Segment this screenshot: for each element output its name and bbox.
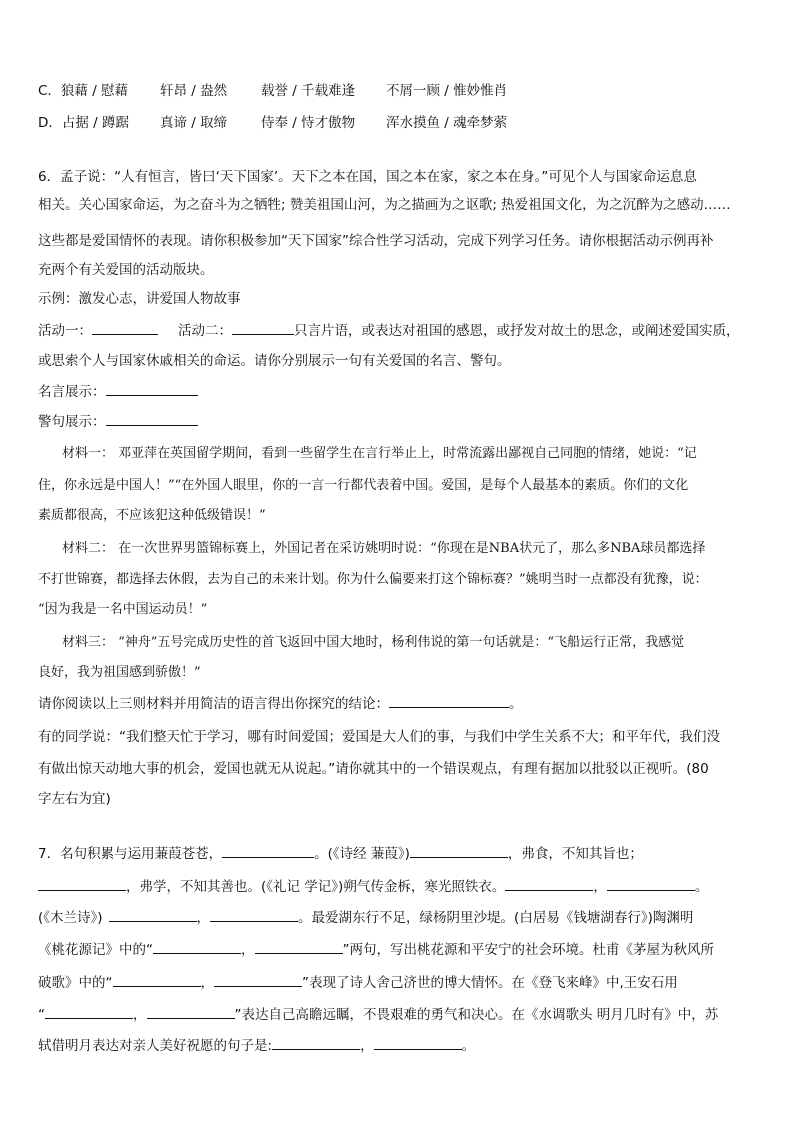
material-2-line-1: 材料二： 在一次世界男篮锦标赛上，外国记者在采访姚明时说：“你现在是NBA状元了，那么多NBA球员都选择 — [62, 541, 706, 556]
option-c-3: 载誉 / 千载难逢 — [261, 83, 356, 99]
q7-f2: ， — [133, 1007, 147, 1023]
q7-line-4 — [38, 939, 714, 960]
q7-c2: ， — [196, 910, 211, 926]
conclusion-row — [38, 693, 523, 714]
q7-d1: 《桃花源记》中的“ — [38, 942, 153, 958]
q7-d2: ， — [241, 942, 255, 958]
q7-line-5 — [38, 972, 678, 993]
material-2-line-3: “因为我是一名中国运动员！” — [38, 602, 208, 617]
q6-line-4: 充两个有关爱国的活动版块。 — [38, 262, 214, 278]
q7-blank-10[interactable] — [113, 972, 201, 987]
jingju-blank[interactable] — [106, 411, 198, 426]
q6-line-1: 6．孟子说：“人有恒言，皆曰‘天下国家’。天下之本在国，国之本在家，家之本在身。”可见个人与国家命运息息 — [38, 169, 697, 185]
q7-blank-12[interactable] — [45, 1004, 133, 1019]
q6-line-2: 相关。关心国家命运，为之奋斗为之牺牲; 赞美祖国山河，为之描画为之讴歌; 热爱祖国文化，为之沉醉为之感动…… — [38, 197, 731, 213]
q7-blank-8[interactable] — [153, 939, 241, 954]
jingju-label: 警句展示： — [38, 414, 106, 430]
material-3-line-1: 材料三： “神舟”五号完成历史性的首飞返回中国大地时，杨利伟说的第一句话就是：“飞船运行正常，我感觉 — [62, 635, 685, 650]
q7-c1: (《木兰诗》) — [38, 910, 103, 926]
q7-blank-14[interactable] — [272, 1035, 360, 1050]
q7-blank-15[interactable] — [374, 1035, 462, 1050]
q6-s-line-1: 有的同学说：“我们整天忙于学习，哪有时间爱国；爱国是大人们的事，与我们中学生关系不大；和平年代，我们没 — [38, 729, 720, 745]
q7-f3: ”表达自己高瞻远瞩，不畏艰难的勇气和决心。在《水调歌头 明月几时有》中，苏 — [234, 1007, 719, 1023]
q6-s-line-2: 有做出惊天动地大事的机会，爱国也就无从说起。”请你就其中的一个错误观点，有理有据加以批驳以正视听。(80 — [38, 761, 709, 777]
option-c-2: 轩昂 / 盎然 — [160, 83, 228, 99]
q7-blank-13[interactable] — [147, 1004, 235, 1019]
q7-blank-9[interactable] — [255, 939, 343, 954]
option-c-4: 不屑一顾 / 惟妙惟肖 — [386, 83, 508, 99]
activity-2-label: 活动二： — [178, 323, 232, 339]
q7-c3: 。最爱湖东行不足，绿杨阴里沙堤。(白居易《钱塘湖春行》)陶渊明 — [298, 910, 694, 926]
mingyan-label: 名言展示： — [38, 384, 106, 400]
q7-g1: 轼借明月表达对亲人美好祝愿的句子是: — [38, 1038, 273, 1054]
option-d-1: D．占据 / 蹲踞 — [38, 115, 130, 131]
conclusion-prompt: 请你阅读以上三则材料并用简洁的语言得出你探究的结论： — [38, 696, 389, 712]
q7-blank-7[interactable] — [210, 907, 298, 922]
q7-blank-4[interactable] — [505, 876, 593, 891]
q7-b1: ，弗学，不知其善也。(《礼记 学记》)朔气传金柝，寒光照铁衣。 — [126, 879, 506, 895]
material-2-line-2: 不打世锦赛，都选择去休假，去为自己的未来计划。你为什么偏要来打这个锦标赛？”姚明当时一点都没有犹豫，说： — [38, 572, 708, 587]
q6-line-7: 或思索个人与国家休戚相关的命运。请你分别展示一句有关爱国的名言、警句。 — [38, 353, 511, 369]
option-d-3: 侍奉 / 恃才傲物 — [261, 115, 356, 131]
q7-g3: 。 — [461, 1038, 476, 1054]
activity-1-blank[interactable] — [92, 320, 158, 335]
q7-blank-3[interactable] — [38, 876, 126, 891]
q6-line-3: 这些都是爱国情怀的表现。请你积极参加“天下国家”综合性学习活动，完成下列学习任务。请你根据活动示例再补 — [38, 233, 714, 249]
material-1-line-2: 住，你永远是中国人！”“在外国人眼里，你的一言一行都代表着中国。爱国，是每个人最基本的素质。你们的文化 — [38, 478, 689, 493]
option-c-1: C．狼藉 / 慰藉 — [38, 83, 129, 99]
option-c-row — [38, 81, 507, 101]
option-d-row — [38, 113, 507, 133]
conclusion-period: 。 — [509, 696, 523, 712]
q7-blank-5[interactable] — [607, 876, 695, 891]
option-d-4: 浑水摸鱼 / 魂牵梦萦 — [386, 115, 508, 131]
q7-line-2 — [38, 876, 708, 897]
q7-line-6 — [38, 1004, 718, 1025]
q7-a1: 7．名句积累与运用蒹葭苍苍， — [38, 846, 223, 862]
option-d-2: 真谛 / 取缔 — [160, 115, 228, 131]
q6-activities — [38, 320, 740, 341]
q7-g2: ， — [360, 1038, 374, 1054]
q7-blank-11[interactable] — [214, 972, 302, 987]
activity-1-label: 活动一： — [38, 323, 92, 339]
q7-a2: 。(《诗经 蒹葭》) — [314, 846, 410, 862]
jingju-row — [38, 411, 198, 432]
q6-s-line-3: 字左右为宜) — [38, 791, 111, 807]
mingyan-row — [38, 381, 198, 402]
mingyan-blank[interactable] — [106, 381, 198, 396]
conclusion-blank[interactable] — [389, 693, 509, 708]
q7-line-1 — [38, 843, 643, 864]
material-1-line-1: 材料一： 邓亚萍在英国留学期间，看到一些留学生在言行举止上，时常流露出鄙视自己同胞的情绪，她说：“记 — [62, 446, 697, 461]
q7-line-7 — [38, 1035, 475, 1056]
q7-b3: 。 — [694, 879, 709, 895]
q7-a3: ，弗食，不知其旨也； — [507, 846, 643, 862]
activity-2-blank[interactable] — [232, 320, 294, 335]
q7-e3: ”表现了诗人舍己济世的博大情怀。在《登飞来峰》中,王安石用 — [302, 975, 678, 991]
q7-f1: “ — [38, 1007, 45, 1023]
q7-blank-6[interactable] — [109, 907, 197, 922]
q7-d3: ”两句，写出桃花源和平安宁的社会环境。杜甫《茅屋为秋风所 — [342, 942, 714, 958]
q7-e1: 破歌》中的“ — [38, 975, 113, 991]
q6-example: 示例：激发心志，讲爱国人物故事 — [38, 291, 241, 307]
q7-blank-1[interactable] — [222, 843, 314, 858]
material-1-line-3: 素质都很高，不应该犯这种低级错误！” — [38, 508, 266, 523]
q7-e2: ， — [200, 975, 214, 991]
activity-rest: 只言片语，或表达对祖国的感恩，或抒发对故土的思念，或阐述爱国实质， — [294, 323, 740, 339]
q7-line-3 — [38, 907, 693, 928]
material-3-line-2: 良好，我为祖国感到骄傲！” — [38, 665, 201, 680]
q7-blank-2[interactable] — [410, 843, 508, 858]
q7-b2: ， — [593, 879, 607, 895]
